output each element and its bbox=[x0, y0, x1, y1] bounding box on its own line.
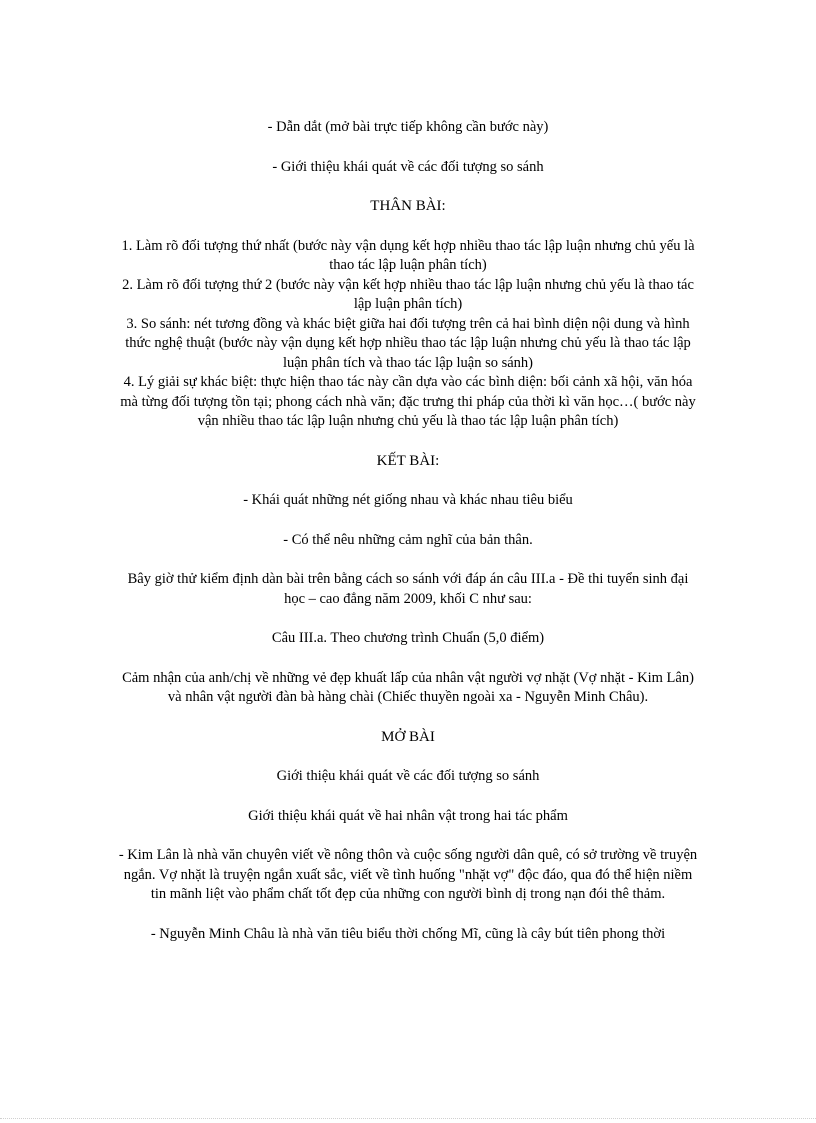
ket-bai-line-1: - Khái quát những nét giống nhau và khác nhau tiêu biểu bbox=[243, 492, 573, 508]
body-paragraph-3: Cảm nhận của anh/chị về những vẻ đẹp khuất lấp của nhân vật người vợ nhặt (Vợ nhặt - Kim Lân) và nhân vật người đàn bà hàng chài (Chiếc thuyền ngoài xa - Nguyễn Minh Châu). bbox=[122, 669, 694, 705]
intro-line-1: - Dẫn dắt (mở bài trực tiếp không cần bước này) bbox=[267, 119, 549, 135]
ket-bai-line-2: - Có thể nêu những cảm nghĩ của bản thân. bbox=[283, 531, 533, 548]
heading-ket-bai: KẾT BÀI: bbox=[376, 452, 440, 469]
mo-bai-paragraph-nguyen-minh-chau: - Nguyễn Minh Châu là nhà văn tiêu biểu thời chống Mĩ, cũng là cây bút tiên phong thời bbox=[150, 925, 666, 942]
body-paragraph-1: Bây giờ thử kiểm định dàn bài trên bằng cách so sánh với đáp án câu III.a - Đề thi tuyển sinh đại học – cao đẳng năm 2009, khối C như sau: bbox=[127, 571, 689, 607]
mo-bai-line-1: Giới thiệu khái quát về các đối tượng so sánh bbox=[276, 768, 540, 784]
intro-line-2: - Giới thiệu khái quát về các đối tượng so sánh bbox=[272, 158, 544, 175]
than-bai-item-2: 2. Làm rõ đối tượng thứ 2 (bước này vận kết hợp nhiều thao tác lập luận nhưng chủ yếu là thao tác lập luận phân tích) bbox=[122, 276, 694, 312]
than-bai-item-4: 4. Lý giải sự khác biệt: thực hiện thao tác này cần dựa vào các bình diện: bối cảnh xã hội, văn hóa mà từng đối tượng tồn tại; phong cách nhà văn; đặc trưng thi pháp của thời kì văn học…( bước này vận nhiều thao tác lập luận nhưng chủ yếu là thao tác lập luận phân tích) bbox=[120, 374, 696, 429]
mo-bai-line-2: Giới thiệu khái quát về hai nhân vật trong hai tác phẩm bbox=[248, 807, 568, 824]
than-bai-item-3: 3. So sánh: nét tương đồng và khác biệt giữa hai đối tượng trên cả hai bình diện nội dung và hình thức nghệ thuật (bước này vận dụng kết hợp nhiều thao tác lập luận nhưng chủ yếu là thao tác lập luận phân tích và thao tác lập luận so sánh) bbox=[125, 315, 691, 371]
than-bai-item-1: 1. Làm rõ đối tượng thứ nhất (bước này vận dụng kết hợp nhiều thao tác lập luận nhưng chủ yếu là thao tác lập luận phân tích) bbox=[121, 237, 695, 273]
heading-than-bai: THÂN BÀI: bbox=[370, 198, 446, 214]
page-bottom-divider bbox=[0, 1118, 816, 1119]
body-paragraph-2: Câu III.a. Theo chương trình Chuẩn (5,0 điểm) bbox=[271, 630, 545, 646]
document-page bbox=[118, 118, 698, 944]
mo-bai-paragraph-kim-lan: - Kim Lân là nhà văn chuyên viết về nông thôn và cuộc sống người dân quê, có sở trường về truyện ngắn. Vợ nhặt là truyện ngắn xuất sắc, viết về tình huống "nhặt vợ" độc đáo, qua đó thể hiện niềm tin mãnh liệt vào phẩm chất tốt đẹp của những con người bình dị trong nạn đói thê thảm. bbox=[118, 847, 698, 902]
heading-mo-bai: MỞ BÀI bbox=[381, 728, 435, 745]
than-bai-list bbox=[118, 237, 698, 432]
